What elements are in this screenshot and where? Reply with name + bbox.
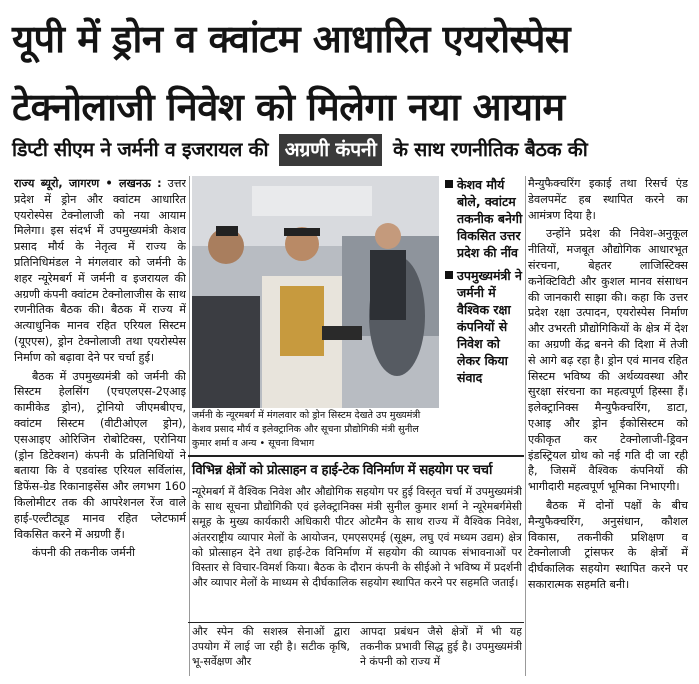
- boxed-story-title: विभिन्न क्षेत्रों को प्रोत्साहन व हाई-टेक विनिर्माण में सहयोग पर चर्चा: [192, 463, 493, 478]
- highlight-item: [445, 267, 525, 386]
- subheadline-before: डिप्टी सीएम ने जर्मनी व इजरायल की: [12, 138, 269, 161]
- highlight-text: उपमुख्यमंत्री ने जर्मनी में वैश्विक रक्षा कंपनियों से निवेश को लेकर किया संवाद: [457, 268, 522, 385]
- article-column-1: [14, 176, 186, 678]
- sidebar-highlights: [445, 176, 525, 446]
- article-continuation-left: और स्पेन की सशस्त्र सेनाओं द्वारा उपयोग में लाई जा रही है। सटीक कृषि, भू-सर्वेक्षण और: [192, 625, 350, 669]
- subheadline-after: के साथ रणनीतिक बैठक की: [392, 138, 588, 161]
- subheadline: [12, 134, 688, 168]
- headline-line2: टेक्नोलाजी निवेश को मिलेगा नया आयाम: [12, 85, 565, 129]
- photo-caption: जर्मनी के न्यूरमबर्ग में मंगलवार को ड्रोन सिस्टम देखते उप मुख्यमंत्री केशव प्रसाद मौर्य व इलेक्ट्रानिक और सूचना प्रौद्योगिकी मंत्री सुनील कुमार शर्मा व अन्य • सूचना विभाग: [192, 410, 421, 449]
- subheadline-highlight: अग्रणी कंपनी: [279, 134, 383, 166]
- boxed-story-text: न्यूरेमबर्ग में वैश्विक निवेश और औद्योगिक सहयोग पर हुई विस्तृत चर्चा में उपमुख्यमंत्री के साथ सूचना प्रौद्योगिकी एवं इलेक्ट्रानिक्स मंत्री सुनील कुमार शर्मा ने न्यूरेमबर्गमेसी समूह के मुख्य कार्यकारी अधिकारी पीटर ओटमैन के साथ राज्य में वैश्विक निवेश, अंतरराष्ट्रीय व्यापार मेलों के आयोजन, एमएसएमई (सूक्ष्म, लघु एवं मध्यम उद्यम) क्षेत्र को प्रोत्साहन देने तथा हाई-टेक विनिर्माण में सहयोग की व्यापक संभावनाओं पर विस्तार से विचार-विमर्श किया। बैठक के दौरान कंपनी के सीईओ ने भविष्य में प्रदर्शनी और व्यापार मेलों के माध्यम से दीर्घकालिक सहयोग स्थापित करने पर सहमति जताई।: [192, 485, 522, 590]
- article-paragraph: [14, 176, 186, 366]
- article-text: उत्तर प्रदेश में ड्रोन और क्वांटम आधारित एयरोस्पेस टेक्नोलाजी को नया आयाम मिलेगा। इस संदर्भ में उपमुख्यमंत्री केशव प्रसाद मौर्य के नेतृत्व में राज्य के प्रतिनिधिमंडल ने मंगलवार को जर्मनी के शहर न्यूरेमबर्ग में जर्मनी व इजरायल की अग्रणी कंपनी क्वांटम टेक्नोलाजीस के साथ रणनीतिक बैठक की। बैठक में राज्य में अत्याधुनिक मानव रहित एरियल सिस्टम (यूएएस), ड्रोन टेक्नोलाजी तथा एयरोस्पेस निर्माण को बढ़ावा देने पर चर्चा हुई।: [14, 177, 186, 364]
- article-paragraph: बैठक में दोनों पक्षों के बीच मैन्युफैक्चरिंग, अनुसंधान, कौशल विकास, तकनीकी प्रशिक्षण व टेक्नोलाजी ट्रांसफर के क्षेत्रों में दीर्घकालिक सहयोग स्थापित करने पर सकारात्मक सहमति बनी।: [528, 498, 688, 591]
- bullet-square-icon: [445, 271, 453, 279]
- column-divider: [525, 176, 526, 676]
- article-continuation-right: आपदा प्रबंधन जैसे क्षेत्रों में भी यह तकनीक प्रभावी सिद्ध हुई है। उपमुख्यमंत्री ने कंपनी को राज्य में: [360, 625, 522, 669]
- headline-line1: यूपी में ड्रोन व क्वांटम आधारित एयरोस्पेस: [12, 17, 571, 61]
- article-paragraph: उन्होंने प्रदेश की निवेश-अनुकूल नीतियों, मजबूत औद्योगिक आधारभूत संरचना, बेहतर लाजिस्टिक्स कनेक्टिविटी और कुशल मानव संसाधन की जानकारी साझा की। कहा कि उत्तर प्रदेश रक्षा उत्पादन, एयरोस्पेस निर्माण और उभरती प्रौद्योगिकियों के क्षेत्र में देश का अग्रणी केंद्र बनने की दिशा में तेजी से आगे बढ़ रहा है। ड्रोन एवं मानव रहित सिस्टम भविष्य की अर्थव्यवस्था और सुरक्षा संरचना का महत्वपूर्ण हिस्सा हैं। इलेक्ट्रानिक्स मैन्युफैक्चरिंग, डाटा, एआइ और ड्रोन ईकोसिस्टम को एकीकृत कर टेक्नोलाजी-ड्रिवन इंडस्ट्रियल ग्रोथ को नई गति दी जा रही है, जिसमें वैश्विक कंपनियों की भागीदारी महत्वपूर्ण भूमिका निभाएगी।: [528, 227, 688, 494]
- news-photo: [192, 176, 439, 408]
- article-paragraph: मैन्युफैक्चरिंग इकाई तथा रिसर्च एंड डेवलपमेंट हब स्थापित करने का आमंत्रण दिया है।: [528, 177, 688, 222]
- article-paragraph: बैठक में उपमुख्यमंत्री को जर्मनी की सिस्टम हेलसिंग (एचएलएस-2एआइ कामीकेड ड्रोन), ट्रोनियो जीएमबीएच, क्वांटम सिस्टम (वीटीओएल ड्रोन), एसआइए ओरिजिन रोबोटिक्स, एरोनिया (ड्रोन डिटेक्शन) कंपनी के प्रतिनिधियों ने बताया कि वे एडवांस्ड एरियल सर्विलांस, डिफेंस-ग्रेड रिकानाइसेंस और लगभग 160 किलोमीटर तक की आपरेशनल रेंज वाले हाई-एल्टीट्यूड मानव रहित प्लेटफार्म विकसित करने में अग्रणी हैं।: [14, 369, 186, 541]
- article-paragraph: कंपनी की तकनीक जर्मनी: [32, 546, 135, 560]
- photo-illustration: [192, 176, 439, 408]
- dateline: राज्य ब्यूरो, जागरण • लखनऊ :: [14, 177, 162, 190]
- bullet-square-icon: [445, 180, 453, 188]
- article-column-3: [528, 176, 688, 678]
- highlight-item: [445, 176, 525, 261]
- highlight-text: केशव मौर्य बोले, क्वांटम तकनीक बनेगी विकसित उत्तर प्रदेश की नींव: [457, 177, 523, 260]
